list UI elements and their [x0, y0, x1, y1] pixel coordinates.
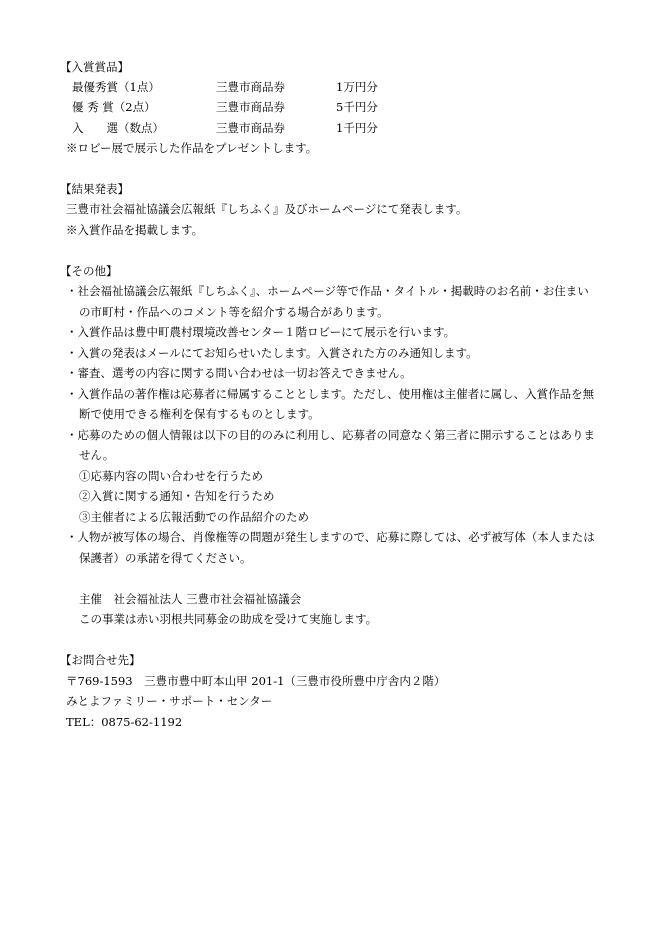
results-line: 三豊市社会福祉協議会広報紙『しちふく』及びホームページにて発表します。	[66, 202, 468, 216]
prize-amount: 1千円分	[336, 121, 378, 135]
prize-name: 入 選（数点）	[72, 121, 164, 135]
bullet-continuation: 保護者）の承諾を得てください。	[79, 551, 252, 565]
prize-item: 三豊市商品券	[216, 100, 285, 114]
bullet-item: ・入賞作品は豊中町農村環境改善センター１階ロビーにて展示を行います。	[66, 325, 456, 339]
results-heading: 【結果発表】	[60, 182, 129, 196]
bullet-item: ・応募のための個人情報は以下の目的のみに利用し、応募者の同意なく第三者に開示することはありま	[66, 428, 595, 442]
bullet-item: ・入賞の発表はメールにてお知らせいたします。入賞された方のみ通知します。	[66, 346, 478, 360]
contact-tel: TEL：0875-62-1192	[66, 715, 183, 729]
prize-name: 優 秀 賞（2点）	[72, 100, 156, 114]
prizes-note: ※ロビー展で展示した作品をプレゼントします。	[66, 141, 318, 155]
prizes-heading: 【入賞賞品】	[60, 60, 129, 74]
bullet-item: ・社会福祉協議会広報紙『しちふく』、ホームページ等で作品・タイトル・掲載時のお名前・お住まい	[66, 284, 589, 298]
bullet-item: ・人物が被写体の場合、肖像権等の問題が発生しますので、応募に際しては、必ず被写体（本人または	[66, 530, 595, 544]
contact-heading: 【お問合せ先】	[60, 653, 141, 667]
purpose-item: ②入賞に関する通知・告知を行うため	[79, 489, 275, 503]
bullet-item: ・審査、選考の内容に関する問い合わせは一切お答えできません。	[66, 366, 412, 380]
contact-address: 〒769-1593 三豊市豊中町本山甲 201-1（三豊市役所豊中庁舎内２階）	[66, 674, 446, 688]
prize-amount: 1万円分	[336, 80, 378, 94]
purpose-item: ①応募内容の問い合わせを行うため	[79, 469, 263, 483]
bullet-continuation: せん。	[79, 448, 115, 462]
funding-note: この事業は赤い羽根共同募金の助成を受けて実施します。	[79, 612, 378, 626]
contact-name: みとよファミリー・サポート・センター	[66, 694, 273, 708]
bullet-continuation: 断で使用できる権利を保有するものとします。	[79, 407, 320, 421]
purpose-item: ③主催者による広報活動での作品紹介のため	[79, 510, 309, 524]
bullet-item: ・入賞作品の著作権は応募者に帰属することとします。ただし、使用権は主催者に属し、入賞作品を無	[66, 387, 595, 401]
prize-amount: 5千円分	[336, 100, 378, 114]
prize-name: 最優秀賞（1点）	[72, 80, 160, 94]
other-heading: 【その他】	[60, 264, 118, 278]
results-line: ※入賞作品を掲載します。	[66, 223, 204, 237]
bullet-continuation: の市町村・作品へのコメント等を紹介する場合があります。	[79, 305, 389, 319]
prize-item: 三豊市商品券	[216, 121, 285, 135]
organizer-line: 主催 社会福祉法人 三豊市社会福祉協議会	[79, 592, 302, 606]
prize-item: 三豊市商品券	[216, 80, 285, 94]
